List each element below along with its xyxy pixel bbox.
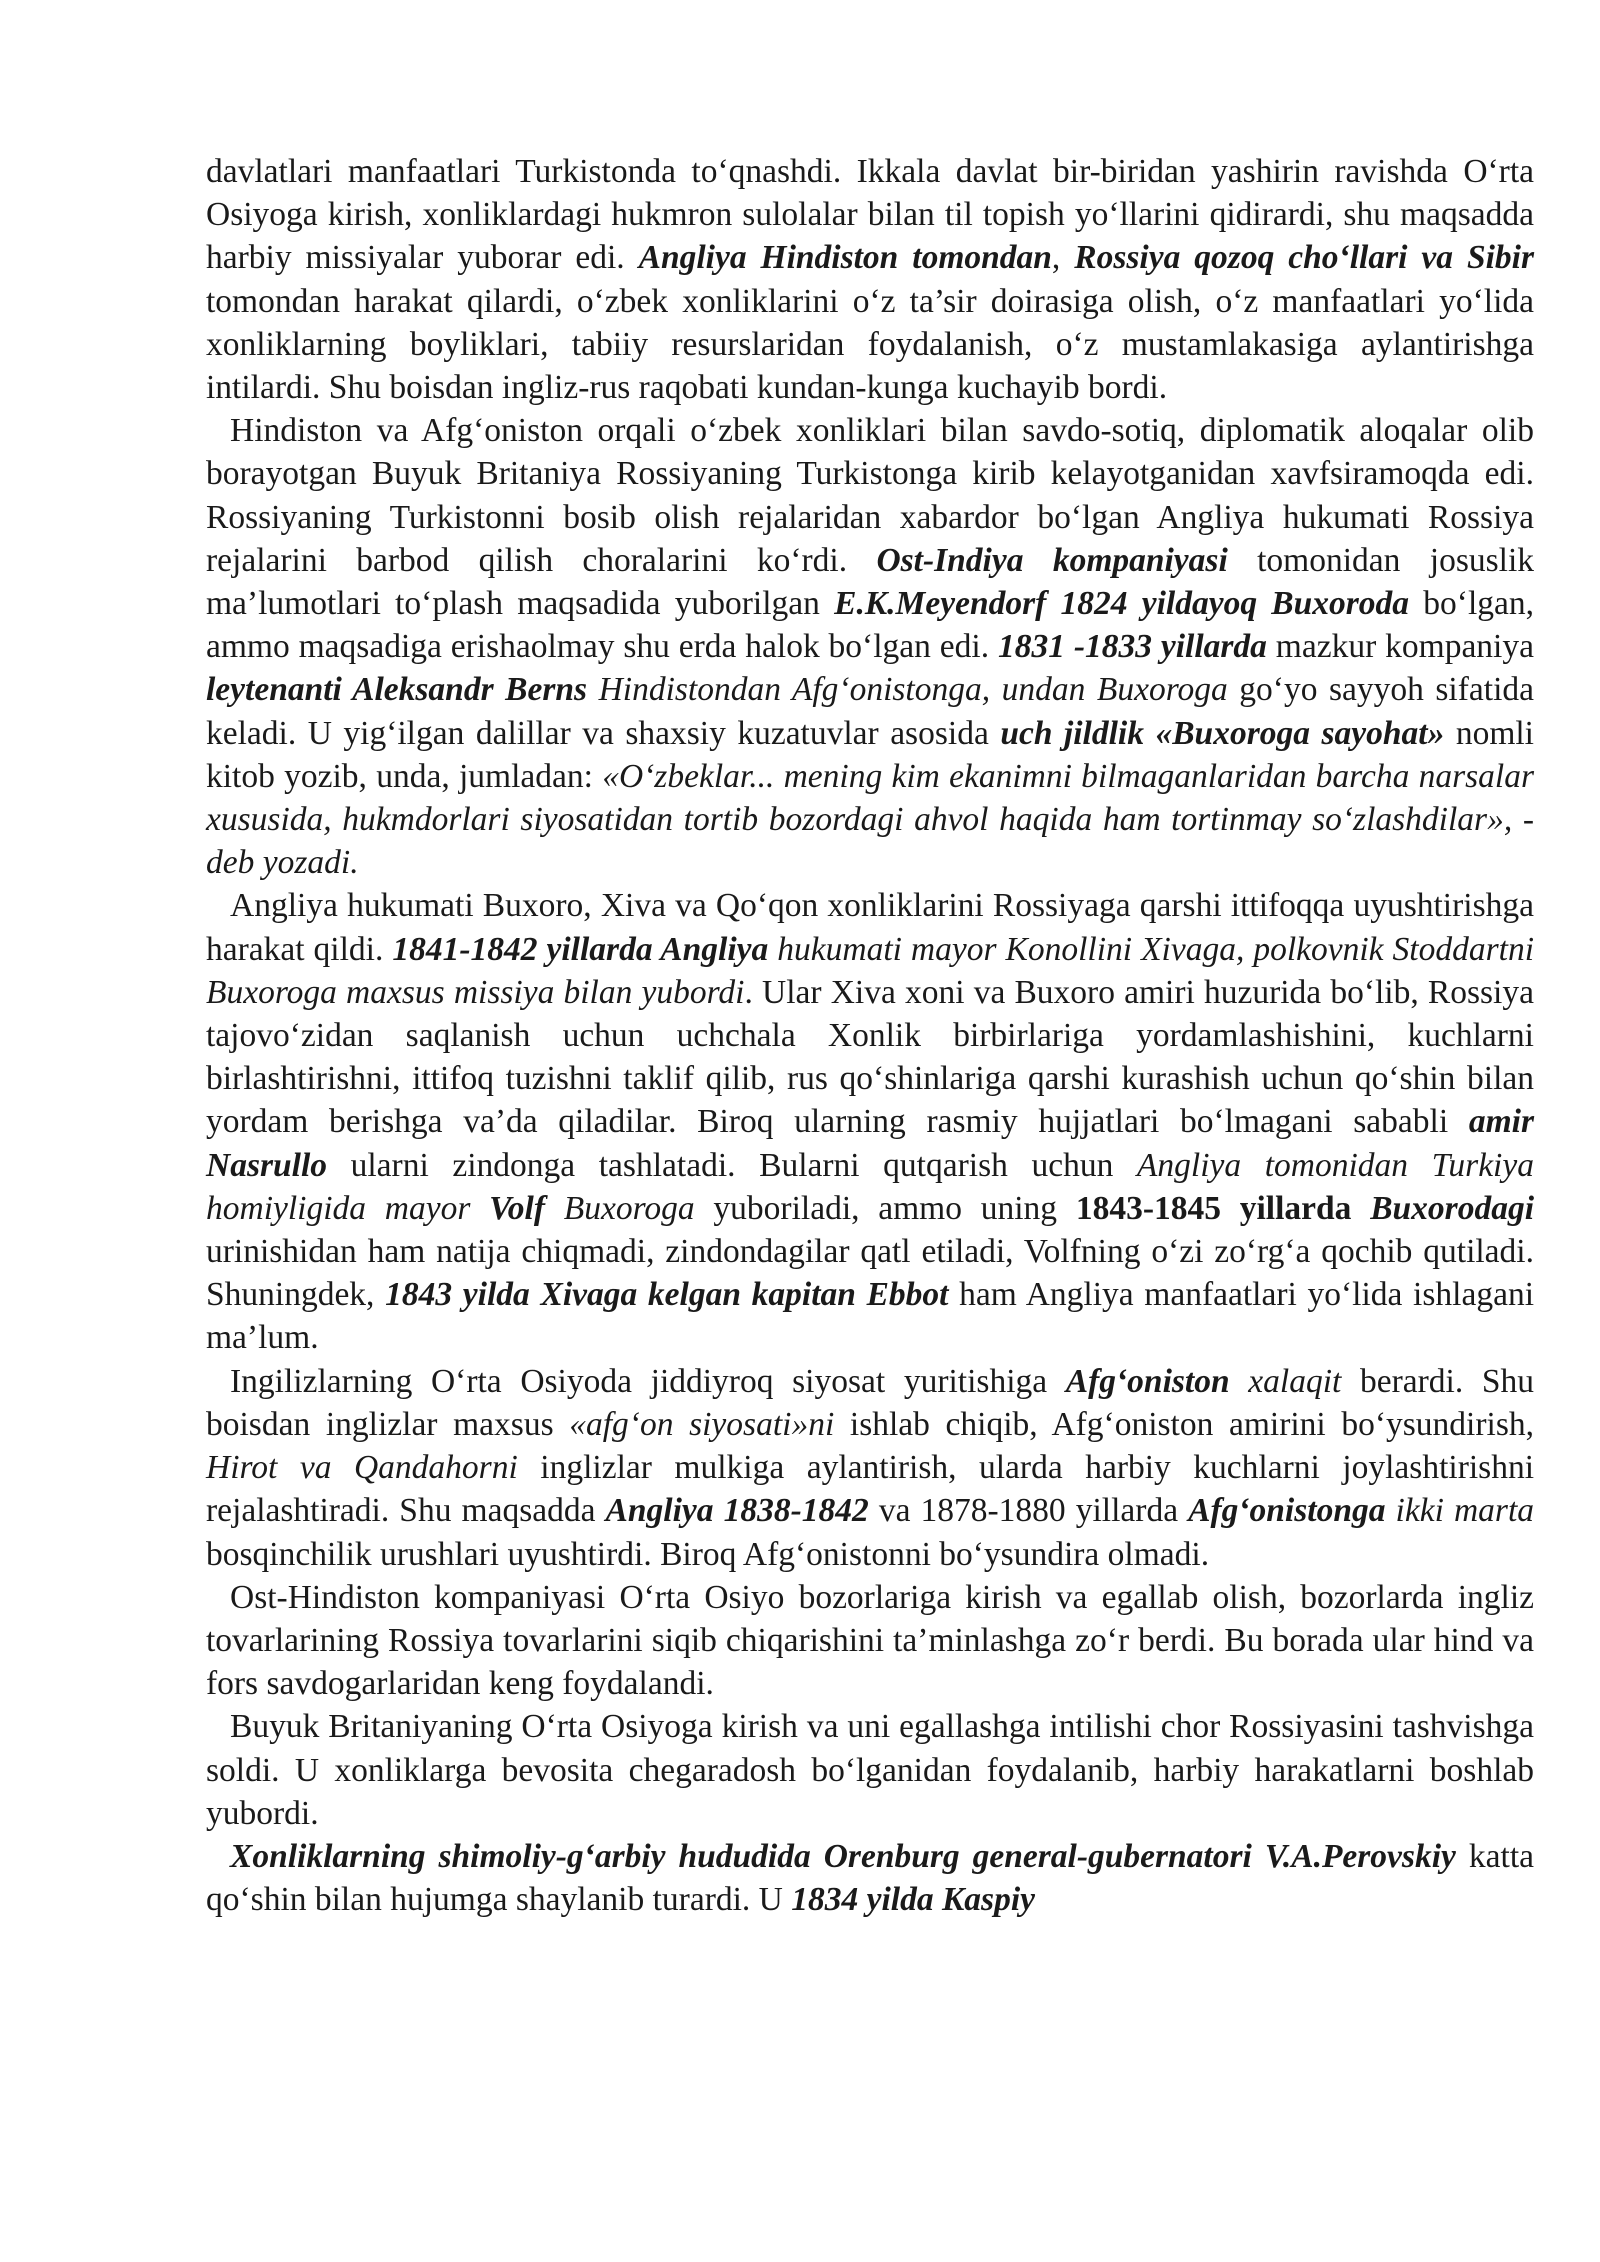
text-run: urinishidan ham natija chiqmadi, zindondagilar qatl etiladi, Volfning o‘zi zo‘rg‘a qochib qutiladi. Shuningdek,: [206, 1233, 1534, 1314]
italic-text: ikki marta: [1385, 1492, 1535, 1530]
text-run: ularni zindonga tashlatadi. Bularni qutqarish uchun: [327, 1146, 1137, 1184]
text-run: Buyuk Britaniyaning O‘rta Osiyoga kirish va uni egallashga intilishi chor Rossiyasini tashvishga soldi. U xonliklarga bevosita chegaradosh bo‘lganidan foydalanib, harbiy harakatlarni boshlab yubordi.: [206, 1708, 1534, 1832]
bold-italic-text: Afg‘oniston: [1065, 1362, 1230, 1400]
text-run: bosqinchilik urushlari uyushtirdi. Biroq Afg‘onistonni bo‘ysundira olmadi.: [206, 1535, 1210, 1573]
bold-text: 1843-1845 yillarda: [1075, 1189, 1371, 1227]
text-run: Ost-Hindiston kompaniyasi O‘rta Osiyo bozorlariga kirish va egallab olish, bozorlarda ingliz tovarlarining Rossiya tovarlarini siqib chiqarishini ta’minlashga zo‘r berdi. Bu borada ular hind va fors savdogarlaridan keng foydalandi.: [206, 1578, 1534, 1703]
text-run: Hindiston va Afg‘oniston orqali o‘zbek xonliklari bilan savdo-sotiq, diplomatik aloqalar olib borayotgan Buyuk Britaniya Rossiyaning Turkistonga kirib kelayotganidan xavfsiramoqda edi. Rossiyaning Turkistonni bosib olish rejalaridan xabardor bo‘lgan Angliya hukumati Rossiya rejalarini barbod qilish choralarini ko‘rdi.: [206, 412, 1534, 579]
bold-italic-text: Volf: [489, 1189, 546, 1227]
paragraph: [206, 1705, 1534, 1835]
italic-text: Buxoroga: [545, 1189, 695, 1227]
bold-italic-text: Xonliklarning shimoliy-g‘arbiy hududida Orenburg general-gubernatori V.A.Perovskiy: [230, 1837, 1456, 1875]
paragraph: [206, 150, 1534, 409]
bold-italic-text: Angliya 1838-1842: [605, 1492, 869, 1530]
bold-italic-text: Buxorodagi: [1370, 1189, 1535, 1227]
paragraph: [206, 1360, 1534, 1576]
paragraph: [206, 1576, 1534, 1706]
bold-italic-text: uch jildlik «Buxoroga sayohat»: [1000, 714, 1445, 752]
italic-text: Hindistondan Afg‘onistonga, undan Buxoroga: [587, 671, 1228, 709]
text-run: mazkur kompaniya: [1266, 628, 1534, 666]
bold-italic-text: leytenanti Aleksandr Berns: [206, 671, 588, 709]
bold-italic-text: 1834 yilda Kaspiy: [791, 1881, 1036, 1919]
paragraph: [206, 884, 1534, 1359]
paragraph: [206, 409, 1534, 884]
bold-italic-text: 1841-1842 yillarda Angliya: [392, 930, 769, 968]
text-run: Ingilizlarning O‘rta Osiyoda jiddiyroq siyosat yuritishiga: [230, 1362, 1066, 1400]
text-run: inglizlar mulkiga aylantirish, ularda harbiy kuchlarni joylashtirishni rejalashtiradi. Shu maqsadda: [206, 1449, 1535, 1530]
text-run: go‘yo sayyoh sifatida keladi. U yig‘ilgan dalillar va shaxsiy kuzatuvlar asosida: [206, 671, 1534, 752]
text-run: va 1878-1880 yillarda: [868, 1492, 1189, 1530]
text-run: . Ular Xiva xoni va Buxoro amiri huzurida bo‘lib, Rossiya tajovo‘zidan saqlanish uchun uchchala Xonlik birbirlariga yordamlashishini, kuchlarni birlashtirishni, ittifoq tuzishni taklif qilib, rus qo‘shinlariga qarshi kurashish uchun qo‘shin bilan yordam berishga va’da qiladilar. Biroq ularning rasmiy hujjatlari bo‘lmagani sababli: [206, 973, 1534, 1141]
text-run: tomonidan josuslik ma’lumotlari to‘plash maqsadida yuborilgan: [206, 541, 1535, 623]
text-run: nomli kitob yozib, unda, jumladan:: [206, 714, 1534, 795]
bold-italic-text: Rossiya qozoq cho‘llari va Sibir: [1074, 239, 1534, 277]
text-run: ishlab chiqib, Afg‘oniston amirini bo‘ysundirish,: [834, 1405, 1534, 1443]
italic-text: «O‘zbeklar... mening kim ekanimni bilmaganlaridan barcha narsalar xususida, hukmdorlari siyosatidan tortib bozordagi ahvol haqida ham tortinmay so‘zlashdilar», -deb yozadi.: [206, 757, 1534, 882]
bold-italic-text: 1831 -1833 yillarda: [997, 628, 1267, 666]
text-run: ham Angliya manfaatlari yo‘lida ishlagani ma’lum.: [206, 1276, 1535, 1357]
text-run: ,: [1051, 239, 1075, 277]
italic-text: Hirot va Qandahorni: [206, 1449, 518, 1487]
bold-italic-text: amir Nasrullo: [206, 1103, 1534, 1184]
bold-italic-text: 1843 yilda Xivaga kelgan kapitan Ebbot: [385, 1276, 949, 1314]
bold-italic-text: Afg‘onistonga: [1188, 1492, 1386, 1530]
text-run: davlatlari manfaatlari Turkistonda to‘qnashdi. Ikkala davlat bir-biridan yashirin ravishda O‘rta Osiyoga kirish, xonliklardagi hukmron sulolalar bilan til topish yo‘llarini qidirardi, shu maqsadda harbiy missiyalar yuborar edi.: [206, 153, 1534, 277]
italic-text: xalaqit: [1229, 1362, 1342, 1400]
bold-italic-text: E.K.Meyendorf 1824 yildayoq Buxoroda: [834, 585, 1410, 623]
text-run: Angliya hukumati Buxoro, Xiva va Qo‘qon xonliklarini Rossiyaga qarshi ittifoqqa uyushtirishga harakat qildi.: [206, 887, 1534, 968]
document-body: [206, 150, 1534, 1921]
bold-italic-text: Angliya Hindiston tomondan: [638, 239, 1052, 277]
paragraph: [206, 1835, 1534, 1921]
italic-text: hukumati mayor Konollini Xivaga, polkovnik Stoddartni Buxoroga maxsus missiya bilan yubordi: [206, 930, 1534, 1011]
text-run: bo‘lgan, ammo maqsadiga erishaolmay shu erda halok bo‘lgan edi.: [206, 585, 1534, 666]
italic-text: «afg‘on siyosati»ni: [569, 1405, 835, 1443]
italic-text: Angliya tomonidan Turkiya homiyligida mayor: [206, 1146, 1534, 1227]
text-run: katta qo‘shin bilan hujumga shaylanib turardi. U: [206, 1837, 1534, 1919]
text-run: berardi. Shu boisdan inglizlar maxsus: [206, 1362, 1534, 1443]
text-run: yuboriladi, ammo uning: [694, 1189, 1076, 1227]
text-run: tomondan harakat qilardi, o‘zbek xonliklarini o‘z ta’sir doirasiga olish, o‘z manfaatlari yo‘lida xonliklarning boyliklari, tabiiy resurslaridan foydalanish, o‘z mustamlakasiga aylantirishga intilardi. Shu boisdan ingliz-rus raqobati kundan-kunga kuchayib bordi.: [206, 282, 1534, 407]
bold-italic-text: Ost-Indiya kompaniyasi: [876, 541, 1228, 579]
